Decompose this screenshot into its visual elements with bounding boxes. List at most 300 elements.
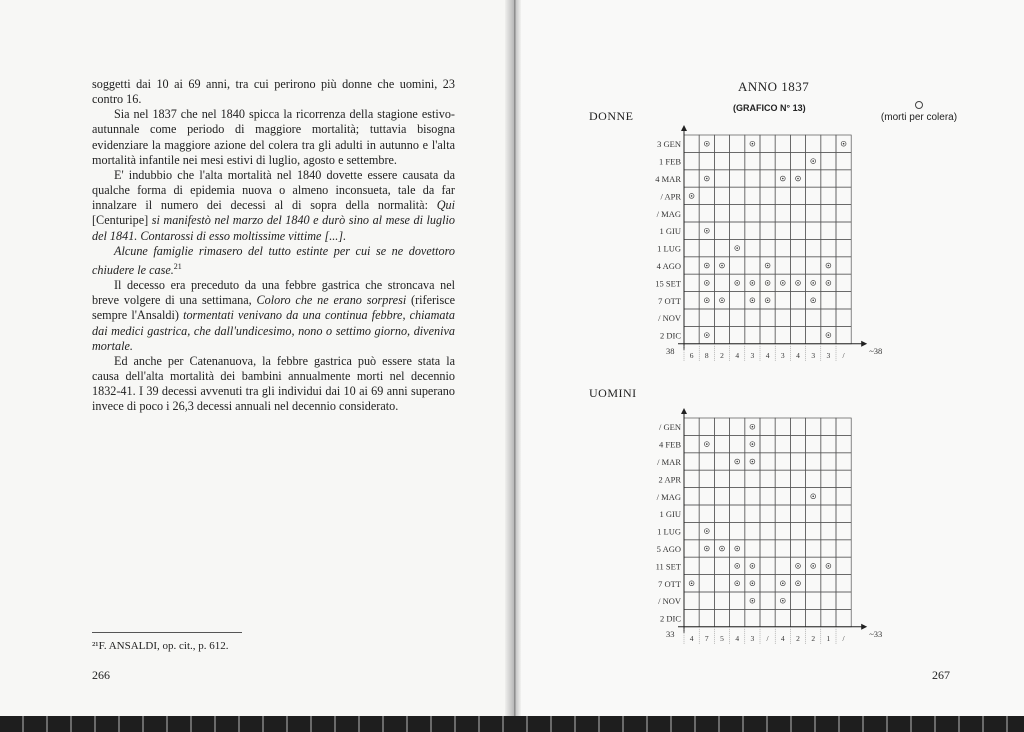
death-mark-dot (767, 300, 769, 302)
death-mark-dot (706, 282, 708, 284)
death-mark-dot (752, 282, 754, 284)
month-row-label: / APR (660, 191, 681, 202)
chart-uomini (640, 408, 883, 648)
grid-cell (775, 152, 790, 169)
paragraph: soggetti dai 10 ai 69 anni, tra cui perirono più donne che uomini, 23 contro 16. (92, 77, 455, 107)
grid-cell (760, 239, 775, 256)
grid-cell (775, 222, 790, 239)
grid-cell (760, 592, 775, 609)
grid-cell (836, 609, 851, 626)
grid-cell (790, 292, 805, 309)
death-mark-dot (752, 600, 754, 602)
grid-cell (745, 239, 760, 256)
grid-cell (836, 470, 851, 487)
book-gutter (505, 0, 521, 732)
grid-cell (684, 470, 699, 487)
month-row-label: 15 SET (655, 278, 681, 289)
month-row-label: 1 FEB (659, 156, 681, 167)
month-row-label: / NOV (658, 313, 681, 324)
grid-cell (790, 326, 805, 343)
grid-cell (775, 309, 790, 326)
grid-cell (745, 170, 760, 187)
month-row-label: 7 OTT (658, 295, 681, 306)
grid-cell (790, 239, 805, 256)
death-mark-dot (828, 334, 830, 336)
death-mark-dot (797, 282, 799, 284)
grid-cell (760, 222, 775, 239)
death-mark-dot (706, 548, 708, 550)
grid-cell (684, 592, 699, 609)
grid-cell (730, 292, 745, 309)
grid-cell (760, 522, 775, 539)
grid-cell (836, 453, 851, 470)
grid-cell (714, 470, 729, 487)
grid-cell (775, 135, 790, 152)
grid-cell (821, 540, 836, 557)
grid-cell (806, 522, 821, 539)
grid-cell (684, 257, 699, 274)
grid-cell (806, 135, 821, 152)
grid-cell (730, 135, 745, 152)
death-mark-dot (782, 282, 784, 284)
grid-cell (806, 205, 821, 222)
month-row-label: 3 GEN (657, 139, 681, 150)
grid-cell (775, 418, 790, 435)
age-count: 3 (750, 633, 755, 643)
death-mark-dot (706, 143, 708, 145)
grid-cell (714, 505, 729, 522)
grid-cell (836, 326, 851, 343)
grid-cell (836, 205, 851, 222)
grid-cell (684, 326, 699, 343)
death-mark-dot (736, 548, 738, 550)
grid-cell (730, 326, 745, 343)
month-row-label: 1 LUG (657, 243, 681, 254)
month-row-label: / GEN (659, 422, 681, 433)
grid-cell (714, 222, 729, 239)
grid-cell (775, 292, 790, 309)
month-row-label: 5 AGO (656, 543, 681, 554)
grid-cell (806, 575, 821, 592)
grid-cell (836, 592, 851, 609)
grid-cell (684, 540, 699, 557)
death-mark-dot (721, 548, 723, 550)
grid-cell (836, 239, 851, 256)
grid-cell (730, 170, 745, 187)
grid-cell (775, 239, 790, 256)
month-row-label: 4 AGO (656, 260, 681, 271)
grid-cell (806, 592, 821, 609)
grid-cell (775, 435, 790, 452)
age-count: 4 (689, 633, 694, 643)
grid-cell (745, 522, 760, 539)
grid-cell (790, 435, 805, 452)
grid-cell (714, 170, 729, 187)
grid-cell (699, 453, 714, 470)
body-text (92, 77, 455, 415)
grid-cell (714, 205, 729, 222)
death-mark-dot (767, 282, 769, 284)
grid-cell (745, 222, 760, 239)
grid-cell (684, 522, 699, 539)
chart-title: ANNO 1837 (738, 79, 810, 94)
death-mark-dot (797, 583, 799, 585)
total-label: 33 (666, 628, 675, 639)
grid-cell (836, 575, 851, 592)
footnote-rule (92, 632, 242, 633)
grid-cell (699, 205, 714, 222)
grid-cell (714, 557, 729, 574)
month-row-label: 7 OTT (658, 578, 681, 589)
grid-cell (790, 470, 805, 487)
grid-cell (730, 187, 745, 204)
grid-cell (790, 505, 805, 522)
death-mark-dot (752, 461, 754, 463)
grid-cell (684, 239, 699, 256)
grid-cell (745, 257, 760, 274)
page-number-left: 266 (92, 668, 110, 682)
grid-cell (836, 152, 851, 169)
death-mark-dot (782, 178, 784, 180)
grid-cell (684, 557, 699, 574)
grid-cell (790, 453, 805, 470)
grid-cell (790, 187, 805, 204)
grid-cell (836, 257, 851, 274)
legend (879, 101, 959, 123)
death-mark-dot (782, 600, 784, 602)
grid-cell (745, 187, 760, 204)
grid-cell (745, 470, 760, 487)
grid-cell (760, 470, 775, 487)
month-row-label: 11 SET (655, 561, 681, 572)
death-mark-dot (828, 565, 830, 567)
age-count: 3 (750, 350, 755, 360)
grid-cell (775, 470, 790, 487)
month-row-label: / MAG (656, 208, 681, 219)
grid-cell (790, 488, 805, 505)
grid-cell (714, 418, 729, 435)
grid-cell (836, 540, 851, 557)
grid-cell (821, 222, 836, 239)
grid-cell (684, 505, 699, 522)
month-row-label: 4 FEB (659, 439, 681, 450)
death-mark-dot (812, 300, 814, 302)
grid-cell (699, 505, 714, 522)
grid-cell (821, 152, 836, 169)
grid-cell (775, 453, 790, 470)
grid-cell (730, 205, 745, 222)
grid-cell (806, 540, 821, 557)
cholera-marker-icon (915, 101, 923, 109)
grid-cell (699, 470, 714, 487)
death-mark-dot (812, 565, 814, 567)
death-mark-dot (752, 426, 754, 428)
total-label-right: ~38 (869, 345, 883, 356)
grid-cell (821, 292, 836, 309)
donne-label: DONNE (589, 109, 634, 123)
grid-cell (821, 135, 836, 152)
grid-cell (836, 505, 851, 522)
age-count: 1 (826, 633, 831, 643)
grid-cell (775, 257, 790, 274)
month-row-label: 2 DIC (659, 613, 681, 624)
x-axis-arrow-icon (861, 624, 867, 630)
grid-cell (821, 522, 836, 539)
grid-cell (714, 609, 729, 626)
grid-cell (806, 170, 821, 187)
age-count: 4 (735, 350, 740, 360)
death-mark-dot (706, 178, 708, 180)
grid-cell (745, 505, 760, 522)
grid-cell (760, 187, 775, 204)
grid-cell (806, 453, 821, 470)
death-mark-dot (797, 178, 799, 180)
paragraph: Ed anche per Catenanuova, la febbre gastrica può essere stata la causa dell'alta mortalità dei bambini annualmente morti nel decennio 1832-41. I 39 decessi avvenuti tra gli individui dai 10 ai 69 anni superano invece di poco i 26,3 decessi annuali nel decennio considerato. (92, 353, 455, 414)
grid-cell (684, 152, 699, 169)
grid-cell (760, 557, 775, 574)
death-mark-dot (736, 247, 738, 249)
death-mark-dot (752, 565, 754, 567)
month-row-label: / NOV (658, 596, 681, 607)
grid-cell (760, 135, 775, 152)
grid-cell (821, 205, 836, 222)
grid-cell (775, 488, 790, 505)
grid-cell (714, 435, 729, 452)
grid-cell (775, 522, 790, 539)
grid-cell (699, 592, 714, 609)
grid-cell (775, 505, 790, 522)
age-count: / (766, 633, 769, 643)
grid-cell (821, 592, 836, 609)
death-mark-dot (706, 443, 708, 445)
grid-cell (760, 435, 775, 452)
death-mark-dot (767, 265, 769, 267)
grid-cell (821, 453, 836, 470)
grid-cell (775, 187, 790, 204)
total-label: 38 (666, 345, 675, 356)
age-count: 2 (811, 633, 816, 643)
grid-cell (760, 152, 775, 169)
grid-cell (745, 205, 760, 222)
grid-cell (684, 205, 699, 222)
death-mark-dot (752, 583, 754, 585)
total-label-right: ~33 (869, 628, 883, 639)
age-count: 2 (796, 633, 800, 643)
month-row-label: / MAR (657, 456, 681, 467)
grid-cell (699, 187, 714, 204)
month-row-label: 1 GIU (659, 509, 681, 520)
grid-cell (806, 326, 821, 343)
grid-cell (699, 609, 714, 626)
age-count: 4 (765, 350, 770, 360)
grid-cell (760, 170, 775, 187)
page-number-right: 267 (932, 668, 950, 682)
age-count: 2 (720, 350, 724, 360)
grid-cell (821, 187, 836, 204)
grid-cell (836, 222, 851, 239)
paragraph: Il decesso era preceduto da una febbre gastrica che stroncava nel breve volgere di una settimana, Coloro che ne erano sorpresi (riferisce sempre l'Ansaldi) tormentati venivano da una continua febbre, chiamata dai medici gastrica, che dall'undicesimo, nono o settimo giorno, diveniva mortale. (92, 278, 456, 353)
grid-cell (836, 418, 851, 435)
grid-cell (836, 170, 851, 187)
grid-cell (806, 609, 821, 626)
grid-cell (684, 435, 699, 452)
age-count: 4 (796, 350, 800, 360)
grid-cell (790, 418, 805, 435)
grid-cell (714, 453, 729, 470)
grid-cell (821, 170, 836, 187)
grid-cell (821, 309, 836, 326)
grid-cell (790, 205, 805, 222)
death-mark-dot (752, 300, 754, 302)
grid-cell (836, 435, 851, 452)
grid-cell (775, 609, 790, 626)
grid-cell (699, 557, 714, 574)
grid-cell (730, 418, 745, 435)
death-mark-dot (736, 461, 738, 463)
age-count: 3 (811, 350, 816, 360)
grid-cell (730, 309, 745, 326)
grid-cell (760, 575, 775, 592)
month-row-label: / MAG (656, 491, 681, 502)
grid-cell (806, 257, 821, 274)
death-mark-dot (812, 160, 814, 162)
grid-cell (730, 222, 745, 239)
grid-cell (790, 592, 805, 609)
death-mark-dot (828, 282, 830, 284)
grid-cell (684, 222, 699, 239)
y-axis-arrow-icon (681, 125, 687, 131)
grid-cell (836, 187, 851, 204)
grid-cell (760, 453, 775, 470)
grid-cell (684, 488, 699, 505)
month-row-label: 1 GIU (659, 226, 681, 237)
age-count: 8 (704, 350, 709, 360)
grid-cell (806, 418, 821, 435)
grid-cell (806, 239, 821, 256)
death-mark-dot (752, 143, 754, 145)
death-mark-dot (721, 300, 723, 302)
grid-cell (836, 309, 851, 326)
grid-cell (684, 135, 699, 152)
death-mark-dot (736, 282, 738, 284)
month-row-label: 4 MAR (655, 173, 681, 184)
grid-cell (714, 187, 729, 204)
grid-cell (730, 522, 745, 539)
grid-cell (730, 592, 745, 609)
grid-cell (775, 557, 790, 574)
death-mark-dot (843, 143, 845, 145)
grid-cell (790, 152, 805, 169)
grid-cell (745, 309, 760, 326)
age-count: / (842, 633, 845, 643)
grid-cell (836, 522, 851, 539)
age-count: / (842, 350, 845, 360)
grid-cell (684, 309, 699, 326)
grid-cell (836, 274, 851, 291)
grid-cell (806, 222, 821, 239)
age-count: 3 (826, 350, 831, 360)
grid-cell (775, 205, 790, 222)
grid-cell (836, 488, 851, 505)
grid-cell (730, 257, 745, 274)
death-mark-dot (691, 195, 693, 197)
grid-cell (760, 488, 775, 505)
month-row-label: 2 DIC (659, 330, 681, 341)
grid-cell (821, 609, 836, 626)
grid-cell (760, 326, 775, 343)
uomini-label: UOMINI (589, 386, 637, 400)
paragraph: Alcune famiglie rimasero del tutto estinte per cui se ne dovettoro chiudere le case.$^{21}$ (92, 243, 455, 277)
grid-cell (714, 326, 729, 343)
grid-cell (821, 435, 836, 452)
death-mark-dot (752, 443, 754, 445)
grid-cell (714, 135, 729, 152)
death-mark-dot (706, 334, 708, 336)
grid-cell (730, 152, 745, 169)
grid-cell (836, 557, 851, 574)
grid-cell (714, 592, 729, 609)
grid-cell (760, 540, 775, 557)
grid-cell (699, 575, 714, 592)
death-mark-dot (736, 583, 738, 585)
age-count: 3 (780, 350, 785, 360)
month-row-label: 2 APR (658, 474, 681, 485)
grid-cell (714, 239, 729, 256)
grid-cell (821, 470, 836, 487)
grid-cell (714, 152, 729, 169)
grid-cell (684, 170, 699, 187)
age-count: 4 (780, 633, 785, 643)
grid-cell (684, 418, 699, 435)
death-mark-dot (706, 530, 708, 532)
grid-cell (760, 418, 775, 435)
grid-cell (730, 609, 745, 626)
grid-cell (714, 575, 729, 592)
age-count: 5 (720, 633, 724, 643)
age-count: 7 (704, 633, 709, 643)
grid-cell (699, 152, 714, 169)
grid-cell (790, 257, 805, 274)
death-mark-dot (706, 265, 708, 267)
y-axis-arrow-icon (681, 408, 687, 414)
grid-cell (775, 540, 790, 557)
grid-cell (730, 488, 745, 505)
death-mark-dot (736, 565, 738, 567)
grid-cell (760, 609, 775, 626)
grid-cell (760, 205, 775, 222)
grid-cell (745, 540, 760, 557)
paragraph: E' indubbio che l'alta mortalità nel 1840 dovette essere causata da qualche forma di epidemia nuova o almeno inconsueta, tale da far innalzare il numero dei decessi al di sopra della normalità: Qui [Centuripe] si manifestò nel marzo del 1840 e durò sino al mese di luglio del 1841. Contarossi di esso moltissime vittime [...]. (92, 167, 455, 243)
grid-cell (790, 135, 805, 152)
footnote: ²¹F. ANSALDI, op. cit., p. 612. (92, 640, 229, 652)
death-mark-dot (812, 496, 814, 498)
grid-cell (699, 418, 714, 435)
grid-cell (806, 187, 821, 204)
death-mark-dot (706, 300, 708, 302)
grid-cell (806, 470, 821, 487)
grid-cell (821, 239, 836, 256)
grid-cell (745, 488, 760, 505)
scanner-edge (0, 716, 1024, 732)
death-mark-dot (706, 230, 708, 232)
grid-cell (730, 470, 745, 487)
age-count: 6 (689, 350, 694, 360)
grid-cell (790, 309, 805, 326)
death-mark-dot (691, 583, 693, 585)
grid-cell (790, 522, 805, 539)
grid-cell (745, 326, 760, 343)
grid-cell (714, 488, 729, 505)
